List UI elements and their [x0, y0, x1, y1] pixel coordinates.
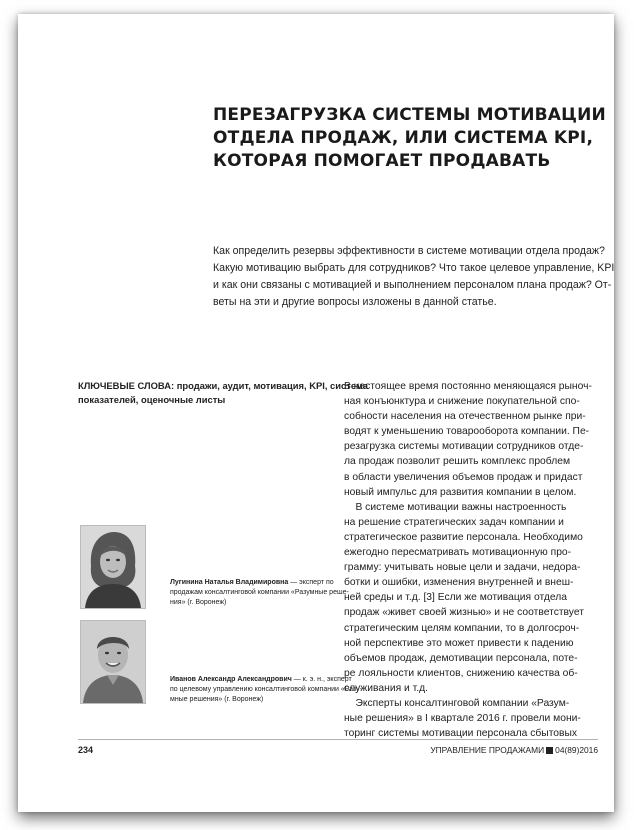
body-line: торинг системы мотивации персонала сбытовых	[344, 728, 578, 740]
body-line: ная конъюнктура и снижение покупательной спо-	[344, 396, 580, 408]
author-photo	[80, 620, 146, 704]
journal-footer	[430, 745, 598, 755]
body-line: ре лояльности клиентов, снижению качества об-	[344, 667, 578, 679]
article-title	[213, 104, 606, 173]
body-line: объемов продаж, демотивации персонала, поте-	[344, 652, 578, 664]
title-line: ОТДЕЛА ПРОДАЖ, ИЛИ СИСТЕМА KPI,	[213, 128, 594, 148]
body-line: водят к уменьшению товарооборота компании. Пе-	[344, 426, 590, 438]
author-desc: ния» (г. Воронеж)	[170, 599, 227, 607]
square-separator-icon	[546, 747, 553, 754]
issue-number: 04(89)2016	[555, 745, 598, 755]
article-lead	[213, 243, 614, 311]
author-desc: по целевому управлению консалтинговой компании «Разу-	[170, 686, 362, 694]
body-line: стратегическим целям компании, то в долгосроч-	[344, 622, 580, 634]
author-desc: продажам консалтинговой компании «Разумные реше-	[170, 589, 349, 597]
title-line: ПЕРЕЗАГРУЗКА СИСТЕМЫ МОТИВАЦИИ	[213, 105, 606, 125]
body-line: Эксперты консалтинговой компании «Разум-	[344, 697, 570, 709]
author-info	[170, 578, 349, 609]
journal-name: УПРАВЛЕНИЕ ПРОДАЖАМИ	[430, 745, 545, 755]
body-line: служивания и т.д.	[344, 682, 428, 694]
keywords-line: показателей, оценочные листы	[78, 394, 226, 405]
footer-divider	[78, 739, 598, 740]
author-info	[170, 675, 362, 706]
body-line: ней среды и т.д. [3] Если же мотивация отдела	[344, 592, 567, 604]
article-body	[344, 379, 604, 741]
title-line: КОТОРАЯ ПОМОГАЕТ ПРОДАВАТЬ	[213, 151, 551, 171]
author-name: Иванов Александр Александрович	[170, 676, 292, 683]
author-desc: мные решения» (г. Воронеж)	[170, 696, 264, 704]
body-line: ежегодно пересматривать мотивационную про-	[344, 547, 572, 559]
body-line: ные решения» в I квартале 2016 г. провели мони-	[344, 713, 581, 725]
body-line: продаж «живет своей жизнью» и не соответствует	[344, 607, 584, 619]
author-desc: — эксперт по	[290, 579, 334, 586]
portrait-man-icon	[81, 621, 145, 703]
body-line: ной перспективе это может привести к падению	[344, 637, 574, 649]
keywords	[78, 379, 368, 407]
page-number: 234	[78, 745, 94, 755]
lead-line: Какую мотивацию выбрать для сотрудников? Что такое целевое управление, KPI	[213, 262, 614, 274]
lead-line: и как они связаны с мотивацией и выполнением персоналом плана продаж? От-	[213, 279, 612, 291]
body-line: В настоящее время постоянно меняющаяся рыноч-	[344, 381, 592, 392]
body-line: грамму: учитывать новые цели и задачи, недора-	[344, 562, 581, 574]
author-name: Лугинина Наталья Владимировна	[170, 579, 289, 586]
body-line: собности населения на отечественном рынке при-	[344, 411, 586, 423]
body-line: стратегическое развитие персонала. Необходимо	[344, 531, 583, 543]
body-line: резагрузка системы мотивации сотрудников отде-	[344, 441, 584, 453]
body-line: на решение стратегических задач компании и	[344, 516, 564, 528]
magazine-page	[18, 14, 614, 812]
author-photo	[80, 525, 146, 609]
lead-line: веты на эти и другие вопросы изложены в данной статье.	[213, 296, 497, 308]
body-line: В системе мотивации важны настроенность	[344, 501, 567, 513]
keywords-line: КЛЮЧЕВЫЕ СЛОВА: продажи, аудит, мотивация, KPI, система	[78, 380, 368, 391]
author-desc: — к. э. н., эксперт	[293, 676, 352, 683]
body-line: ботки и ошибки, изменения внутренней и внеш-	[344, 577, 574, 589]
body-line: новый импульс для развития компании в целом.	[344, 486, 577, 498]
lead-line: Как определить резервы эффективности в системе мотивации отдела продаж?	[213, 245, 605, 257]
portrait-woman-icon	[81, 526, 145, 608]
body-line: ла продаж позволит решить комплекс проблем	[344, 456, 571, 468]
body-line: в области увеличения объемов продаж и придаст	[344, 471, 583, 483]
